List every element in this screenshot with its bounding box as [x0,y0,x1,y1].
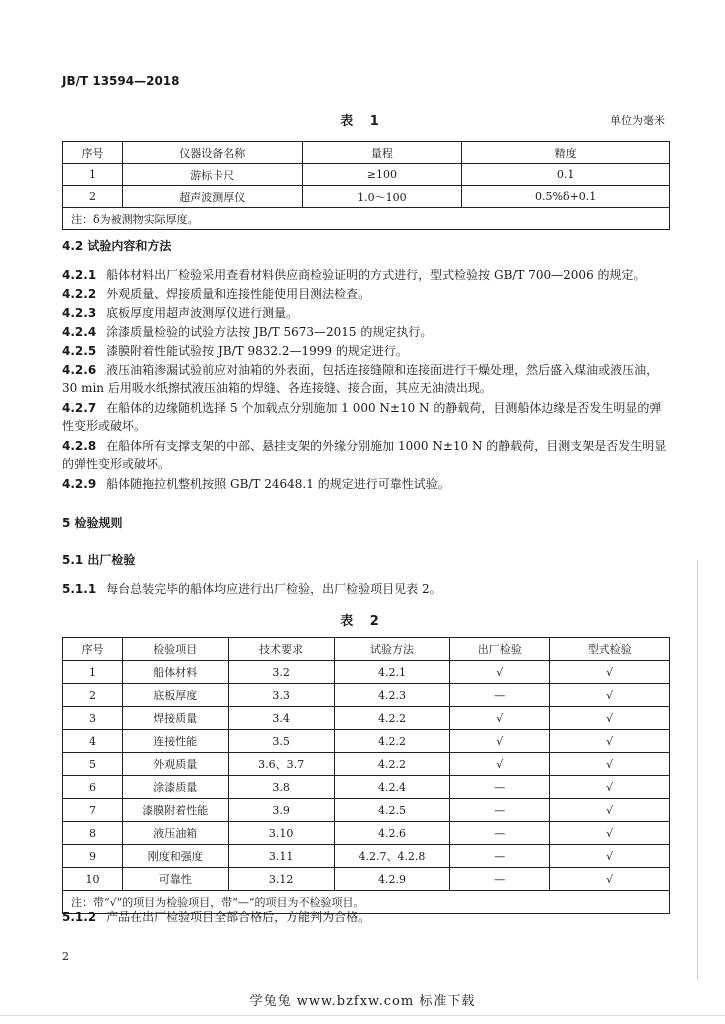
table-header-cell: 试验方法 [334,638,450,661]
table-row [63,707,670,730]
section-heading-4-2: 4.2 试验内容和方法 [62,239,172,253]
table-cell: 4 [63,730,123,753]
table-cell: 游标卡尺 [122,164,302,186]
table-header-cell: 序号 [63,638,123,661]
table-note: 注：带“√”的项目为检验项目，带“—”的项目为不检验项目。 [63,891,670,914]
clause-4-2-2 [62,285,672,303]
clause-4-2-5 [62,342,672,360]
table-cell: 超声波测厚仪 [122,186,302,208]
table-cell: √ [550,799,670,822]
table-cell: 2 [63,186,123,208]
table-cell: 4.2.3 [334,684,450,707]
table1-header-row [63,142,670,164]
clause-text: 在船体的边缘随机选择 5 个加载点分别施加 1 000 N±10 N 的静载荷，目测船体边缘是否发生明显的弹性变形或破坏。 [62,401,662,433]
footer-watermark: 学兔兔 www.bzfxw.com 标准下载 [249,994,476,1009]
clause-5-1-2 [62,908,672,926]
table-cell: 3.11 [228,845,334,868]
table-cell: 0.5%δ+0.1 [462,186,670,208]
table2-title: 表 2 [340,614,385,629]
clause-4-2-8 [62,437,672,473]
clause-number: 4.2.4 [62,325,97,339]
table-row [63,186,670,208]
standard-code: JB/T 13594—2018 [62,74,180,88]
table-cell: 可靠性 [122,868,228,891]
clause-text: 外观质量、焊接质量和连接性能使用目测法检查。 [106,287,371,301]
table-cell: 2 [63,684,123,707]
clause-4-2-9 [62,475,672,493]
table2 [62,637,670,914]
table-row [63,730,670,753]
table-cell: 1 [63,661,123,684]
table-cell: 4.2.1 [334,661,450,684]
clause-text: 在船体所有支撑支架的中部、悬挂支架的外缘分别施加 1000 N±10 N 的静载荷，目测支架是否发生明显的弹性变形或破坏。 [62,439,667,471]
table-cell: √ [550,707,670,730]
table-header-cell: 序号 [63,142,123,164]
table-header-cell: 出厂检验 [450,638,550,661]
table-cell: 连接性能 [122,730,228,753]
table-header-cell: 精度 [462,142,670,164]
table-cell: 1 [63,164,123,186]
table-cell: 3.6、3.7 [228,753,334,776]
table-cell: 1.0～100 [302,186,462,208]
table-cell: 外观质量 [122,753,228,776]
clause-text: 漆膜附着性能试验按 JB/T 9832.2—1999 的规定进行。 [106,344,408,358]
table-header-cell: 量程 [302,142,462,164]
table-cell: 4.2.5 [334,799,450,822]
table-cell: √ [550,730,670,753]
clause-text: 底板厚度用超声波测厚仪进行测量。 [106,306,299,320]
table-cell: — [450,776,550,799]
table1 [62,141,670,230]
table-cell: 刚度和强度 [122,845,228,868]
clause-text: 涂漆质量检验的试验方法按 JB/T 5673—2015 的规定执行。 [106,325,433,339]
table-cell: 3.12 [228,868,334,891]
footer-divider [0,1015,725,1016]
table-cell: 9 [63,845,123,868]
table-cell: 3.2 [228,661,334,684]
table-cell: 7 [63,799,123,822]
table-cell: ≥100 [302,164,462,186]
table-row [63,164,670,186]
table1-title: 表 1 [340,114,385,129]
clause-number: 4.2.5 [62,344,97,358]
clause-number: 4.2.3 [62,306,97,320]
table-row [63,776,670,799]
table-row [63,799,670,822]
table-cell: 4.2.6 [334,822,450,845]
table-header-cell: 仪器设备名称 [122,142,302,164]
table-cell: — [450,684,550,707]
table-cell: 漆膜附着性能 [122,799,228,822]
table-cell: √ [550,845,670,868]
table-cell: — [450,868,550,891]
table-cell: 5 [63,753,123,776]
table-cell: — [450,799,550,822]
table-cell: 4.2.2 [334,730,450,753]
table-cell: √ [550,661,670,684]
table-row [63,868,670,891]
clause-text: 产品在出厂检验项目全部合格后，方能判为合格。 [106,910,371,924]
clause-number: 4.2.6 [62,363,97,377]
table-cell: 4.2.4 [334,776,450,799]
table-cell: 3.4 [228,707,334,730]
table-cell: √ [550,753,670,776]
scan-edge-line [697,560,698,980]
table-cell: 3 [63,707,123,730]
section-heading-5: 5 检验规则 [62,516,123,530]
table-cell: 船体材料 [122,661,228,684]
table-cell: — [450,822,550,845]
table-cell: 3.8 [228,776,334,799]
clause-number: 4.2.1 [62,268,97,282]
clause-text: 液压油箱渗漏试验前应对油箱的外表面，包括连接缝隙和连接面进行干燥处理，然后盛入煤油或液压油，30 min 后用吸水纸擦拭液压油箱的焊缝、各连接缝、接合面，其应无油渍出现。 [62,363,659,395]
table-cell: 4.2.9 [334,868,450,891]
table-cell: √ [450,661,550,684]
clause-number: 5.1.1 [62,582,97,596]
table-cell: 3.3 [228,684,334,707]
table-cell: 4.2.2 [334,753,450,776]
clause-number: 4.2.8 [62,439,97,453]
table-cell: 0.1 [462,164,670,186]
table-cell: 液压油箱 [122,822,228,845]
table-cell: 焊接质量 [122,707,228,730]
table-header-cell: 型式检验 [550,638,670,661]
table-cell: √ [550,776,670,799]
table-cell: 底板厚度 [122,684,228,707]
clause-4-2-6 [62,361,672,397]
table-cell: √ [450,707,550,730]
clause-5-1-1 [62,580,672,598]
table-cell: 6 [63,776,123,799]
clause-text: 船体随拖拉机整机按照 GB/T 24648.1 的规定进行可靠性试验。 [106,477,450,491]
table-header-cell: 技术要求 [228,638,334,661]
table-row [63,822,670,845]
table2-header-row [63,638,670,661]
clause-number: 5.1.2 [62,910,97,924]
table-row [63,753,670,776]
clause-4-2-4 [62,323,672,341]
table-cell: 3.10 [228,822,334,845]
clause-text: 船体材料出厂检验采用查看材料供应商检验证明的方式进行，型式检验按 GB/T 700—2006 的规定。 [106,268,646,282]
table-cell: √ [450,730,550,753]
table-cell: √ [450,753,550,776]
section-heading-5-1: 5.1 出厂检验 [62,553,136,567]
table-cell: — [450,845,550,868]
page-number: 2 [62,950,69,963]
table-cell: √ [550,684,670,707]
clause-4-2-7 [62,399,672,435]
table1-note-row [63,208,670,230]
table-note: 注：δ为被测物实际厚度。 [63,208,670,230]
table-cell: √ [550,822,670,845]
table-cell: 4.2.2 [334,707,450,730]
table-cell: 4.2.7、4.2.8 [334,845,450,868]
clause-4-2-3 [62,304,672,322]
table-row [63,684,670,707]
table-row [63,845,670,868]
clause-text: 每台总装完毕的船体均应进行出厂检验，出厂检验项目见表 2。 [106,582,442,596]
table1-unit-note: 单位为毫米 [610,114,665,127]
table-cell: 3.5 [228,730,334,753]
table-cell: √ [550,868,670,891]
table-cell: 10 [63,868,123,891]
clause-number: 4.2.2 [62,287,97,301]
table-cell: 涂漆质量 [122,776,228,799]
table-header-cell: 检验项目 [122,638,228,661]
clause-4-2-1 [62,266,672,284]
clause-number: 4.2.9 [62,477,97,491]
table-row [63,661,670,684]
table-cell: 3.9 [228,799,334,822]
clause-number: 4.2.7 [62,401,97,415]
table-cell: 8 [63,822,123,845]
